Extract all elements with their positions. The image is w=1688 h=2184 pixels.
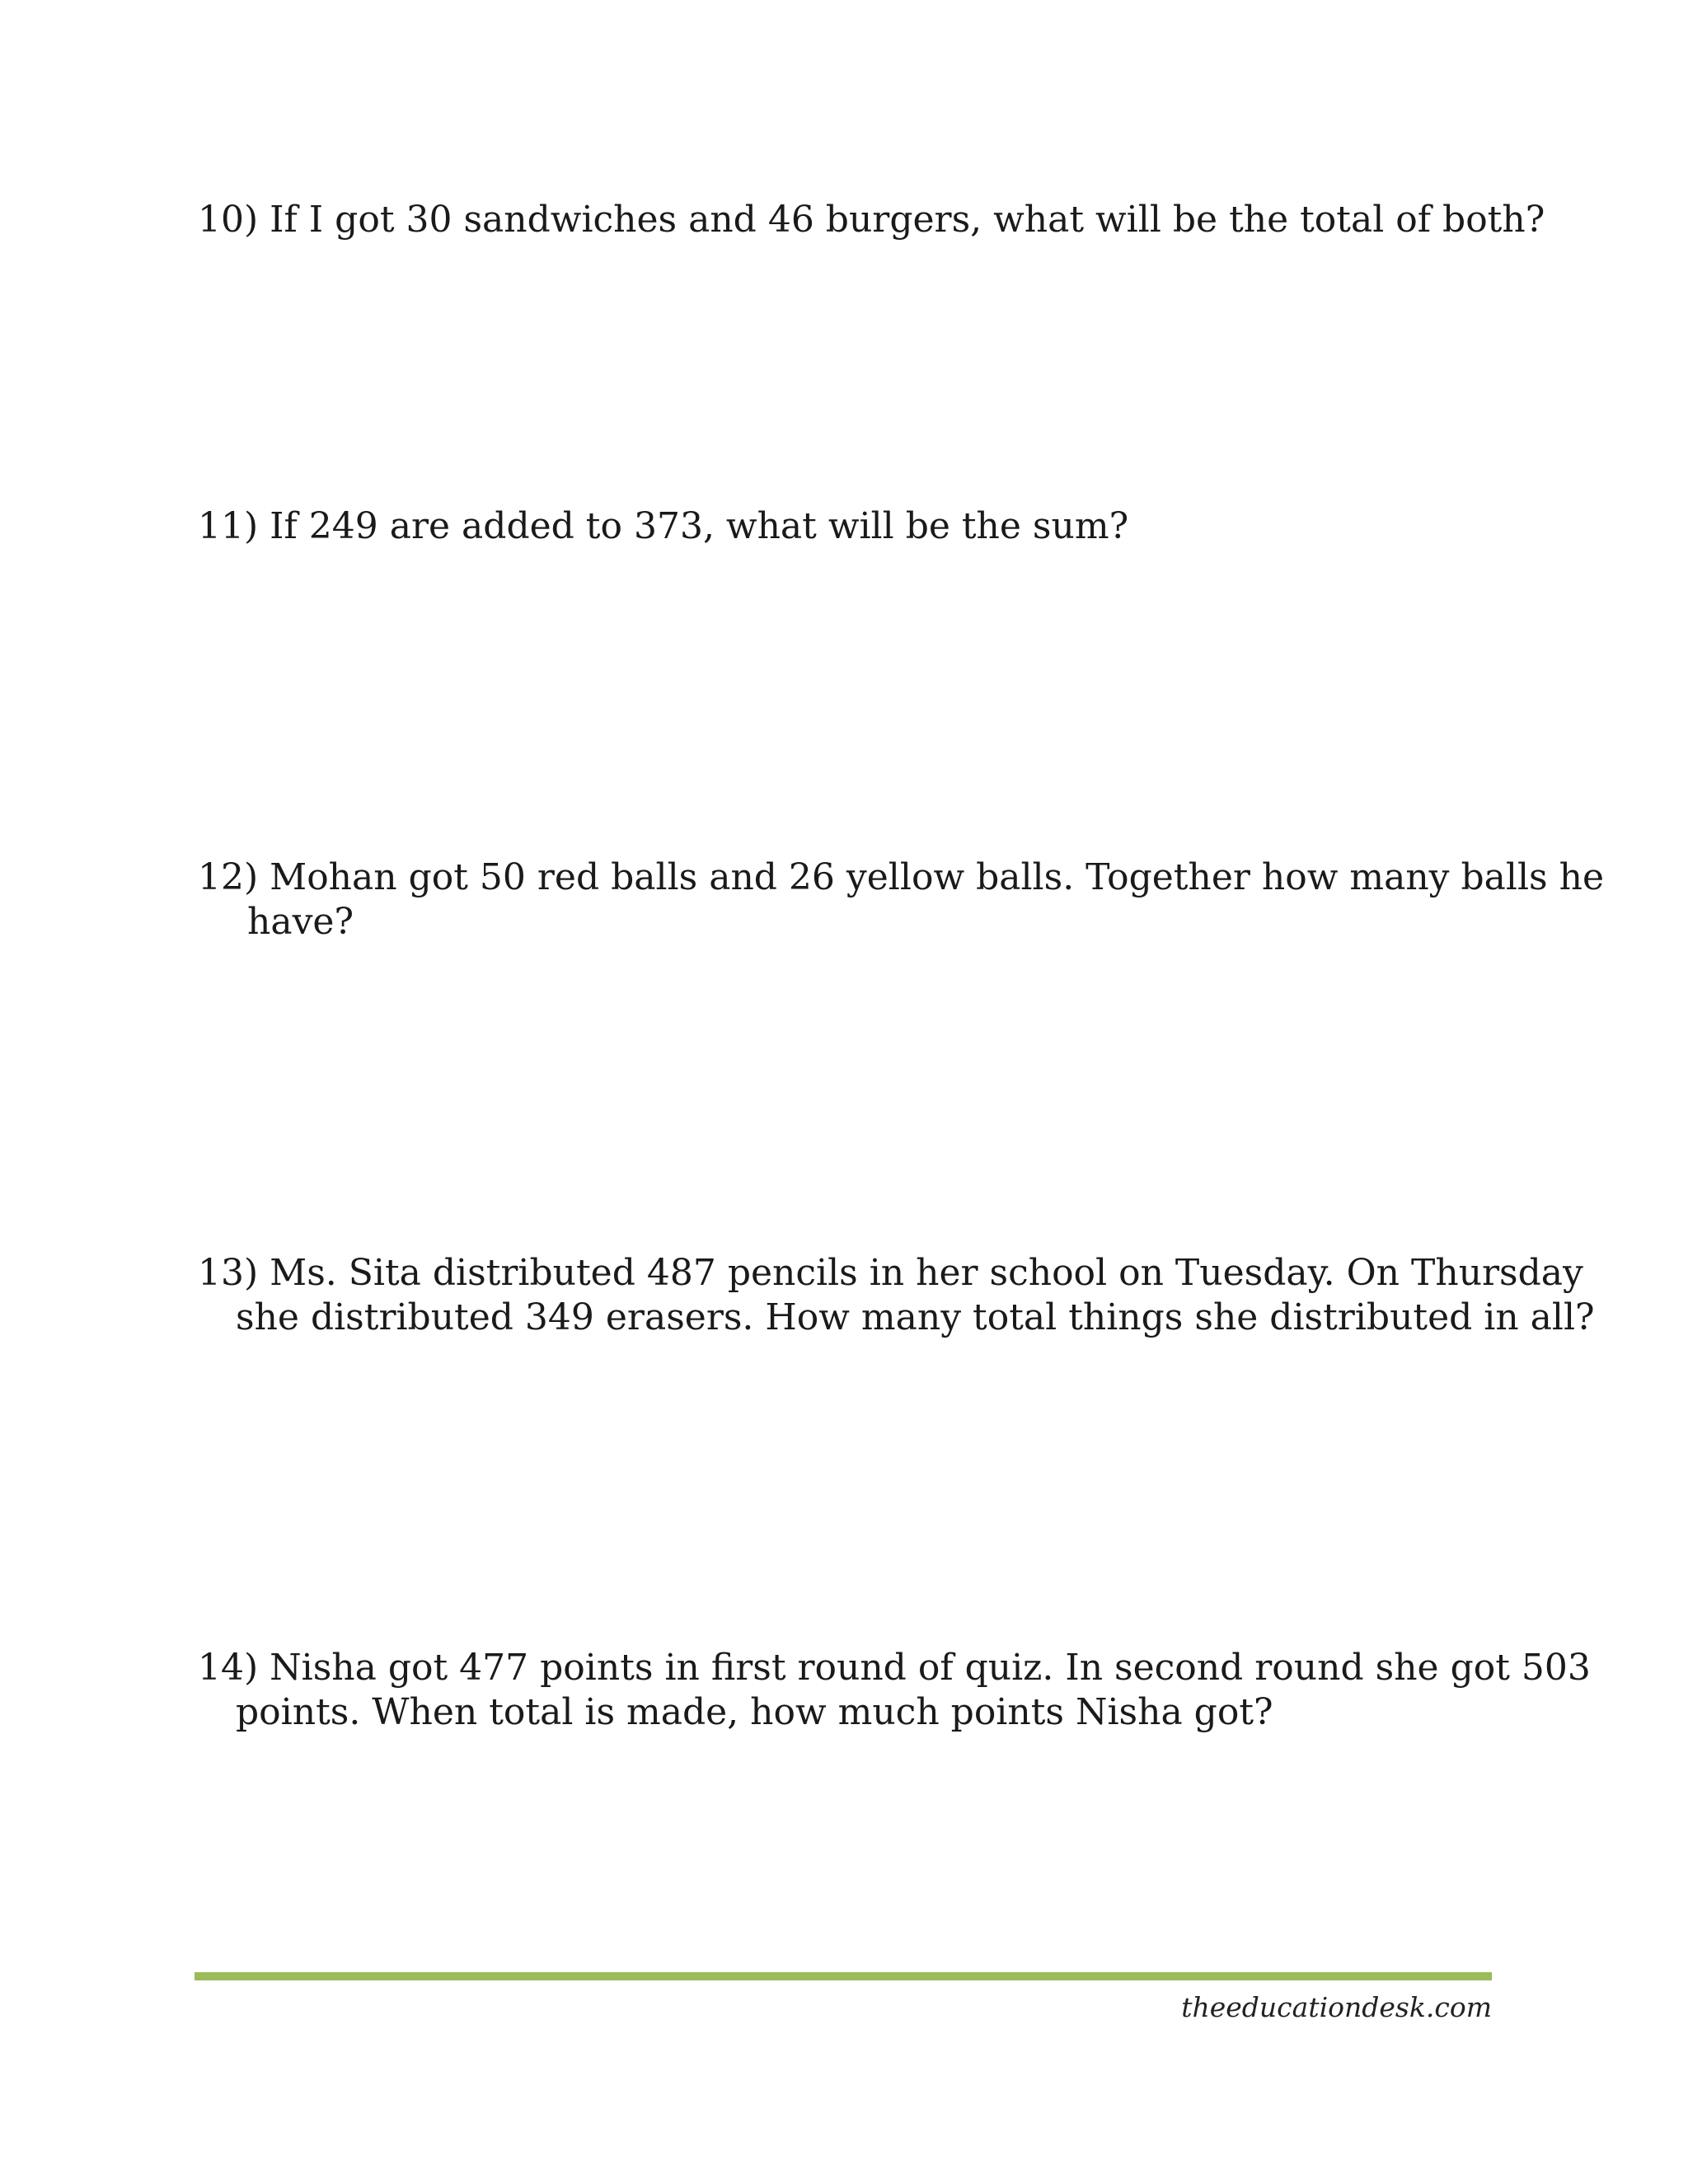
footer-divider <box>195 1972 1492 1980</box>
question-14 <box>198 1646 1591 1735</box>
question-13-line-1: 13) Ms. Sita distributed 487 pencils in her school on Tuesday. On Thursday <box>198 1252 1583 1294</box>
question-10-line-1: 10) If I got 30 sandwiches and 46 burgers, what will be the total of both? <box>198 199 1545 241</box>
question-10 <box>198 198 1545 242</box>
question-14-line-1: 14) Nisha got 477 points in first round of quiz. In second round she got 503 <box>198 1647 1591 1689</box>
question-12-line-1: 12) Mohan got 50 red balls and 26 yellow balls. Together how many balls he <box>198 856 1604 898</box>
question-11 <box>198 504 1500 549</box>
question-11-line-1: 11) If 249 are added to 373, what will be the sum? <box>198 505 1129 547</box>
footer-site-name: theeducationdesk.com <box>1181 1991 1492 2023</box>
question-13-line-2: she distributed 349 erasers. How many total things she distributed in all? <box>236 1296 1595 1338</box>
question-12-line-2: have? <box>247 901 354 943</box>
question-13 <box>198 1251 1595 1340</box>
question-12 <box>198 855 1604 944</box>
question-14-line-2: points. When total is made, how much points Nisha got? <box>236 1691 1273 1733</box>
